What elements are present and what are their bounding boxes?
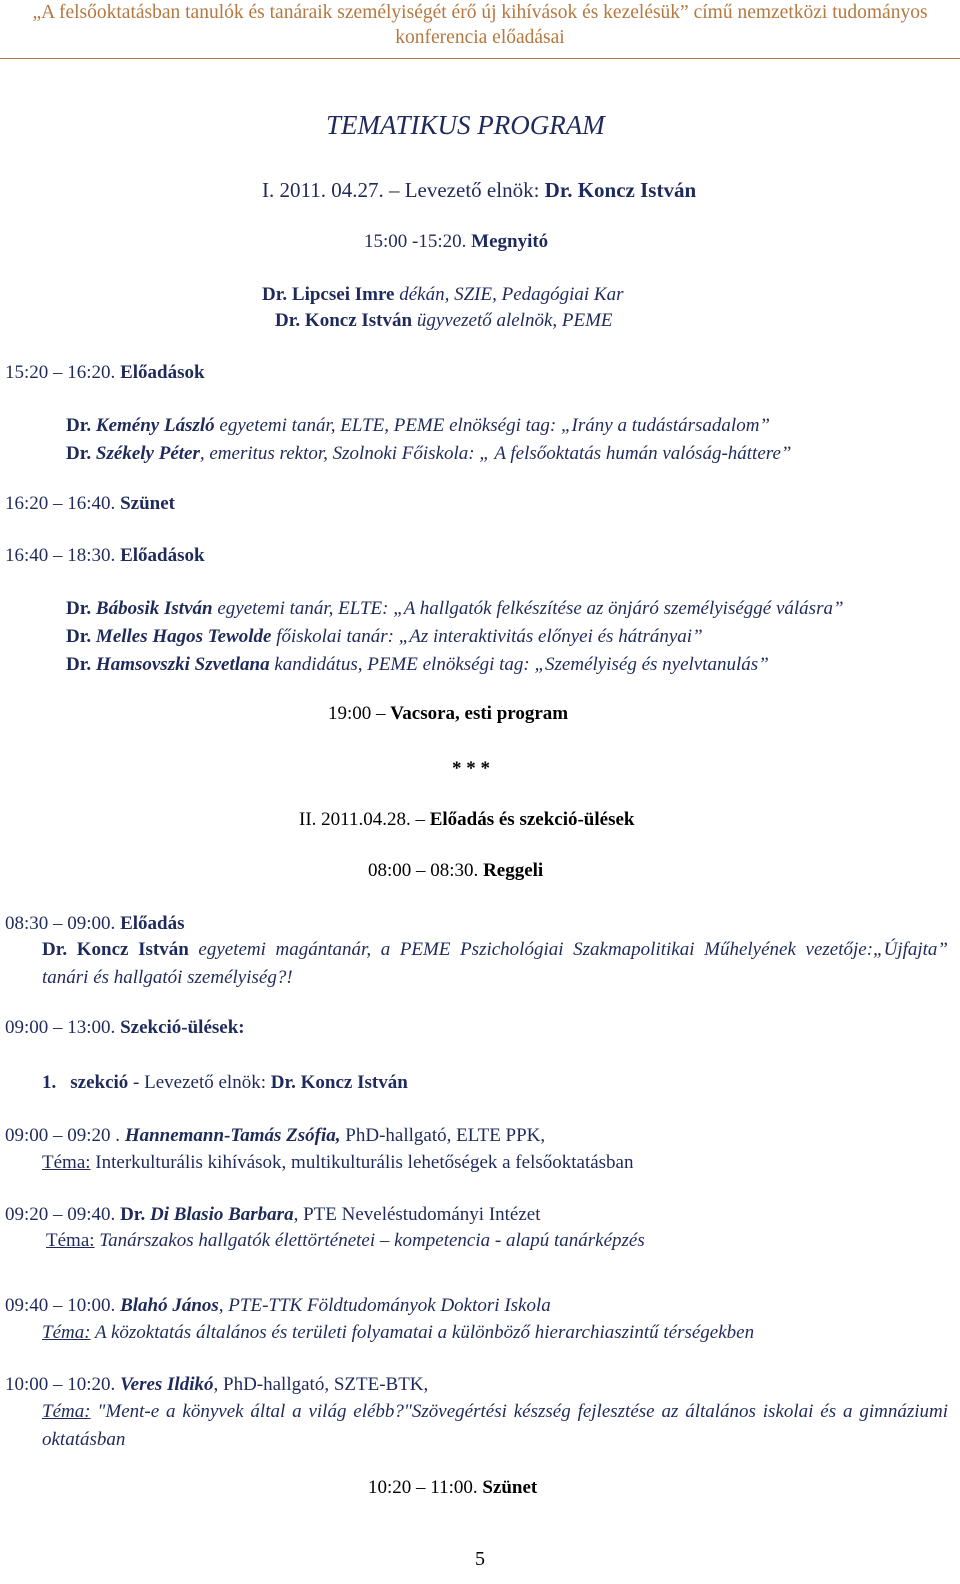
block1-talk-2: Dr. Székely Péter, emeritus rektor, Szolnoki Főiskola: „ A felsőoktatás humán valóság-háttere”: [66, 443, 792, 464]
header-line-2: konferencia előadásai: [395, 27, 565, 48]
page-title: TEMATIKUS PROGRAM: [326, 110, 605, 140]
session-item-2-topic: Téma: Tanárszakos hallgatók élettörténetei – kompetencia - alapú tanárképzés: [46, 1230, 645, 1251]
separator: * * *: [452, 758, 490, 779]
sessions-heading: 09:00 – 13:00. Szekció-ülések:: [5, 1017, 245, 1038]
opening-speaker-1: Dr. Lipcsei Imre dékán, SZIE, Pedagógiai Kar: [262, 284, 624, 305]
day2-heading: II. 2011.04.28. – Előadás és szekció-ülések: [299, 809, 635, 830]
opening-line: 15:00 -15:20. Megnyitó: [364, 231, 549, 252]
session-item-1: 09:00 – 09:20 . Hannemann-Tamás Zsófia, PhD-hallgató, ELTE PPK,: [5, 1125, 546, 1146]
header-rule: [0, 58, 960, 59]
block2-talk-2: Dr. Melles Hagos Tewolde főiskolai tanár: „Az interaktivitás előnyei és hátrányai”: [66, 626, 703, 647]
session-item-4: 10:00 – 10:20. Veres Ildikó, PhD-hallgató, SZTE-BTK,: [5, 1374, 429, 1395]
block2-talk-3: Dr. Hamsovszki Szvetlana kandidátus, PEME elnökségi tag: „Személyiség és nyelvtanulás”: [66, 654, 769, 675]
opening-speaker-2: Dr. Koncz István ügyvezető alelnök, PEME: [275, 310, 613, 331]
running-header: [0, 0, 960, 50]
session-item-4-topic: Téma: "Ment-e a könyvek által a világ elébb?"Szövegértési készség fejlesztése az általános iskolai és a gimnáziumi oktatásban: [42, 1401, 948, 1450]
break-heading: 16:20 – 16:40. Szünet: [5, 493, 175, 514]
session-item-1-topic: Téma: Interkulturális kihívások, multikulturális lehetőségek a felsőoktatásban: [42, 1152, 634, 1173]
session-item-3-topic: Téma: A közoktatás általános és területi folyamatai a különböző hierarchiaszintű térségekben: [42, 1322, 755, 1343]
page-number: 5: [475, 1548, 485, 1570]
block2-heading: 16:40 – 18:30. Előadások: [5, 545, 205, 566]
lecture-heading: 08:30 – 09:00. Előadás: [5, 913, 185, 934]
header-line-1: „A felsőoktatásban tanulók és tanáraik személyiségét érő új kihívások és kezelésük” című nemzetközi tudományos: [32, 2, 928, 23]
breakfast-line: 08:00 – 08:30. Reggeli: [368, 860, 544, 881]
session-item-2: 09:20 – 09:40. Dr. Di Blasio Barbara, PTE Neveléstudományi Intézet: [5, 1204, 541, 1225]
day1-heading: I. 2011. 04.27. – Levezető elnök: Dr. Koncz István: [262, 178, 697, 202]
block1-heading: 15:20 – 16:20. Előadások: [5, 362, 205, 383]
section-heading: 1. szekció - Levezető elnök: Dr. Koncz István: [42, 1072, 408, 1093]
lecture-description: Dr. Koncz István egyetemi magántanár, a PEME Pszichológiai Szakmapolitikai Műhelyének vezetője:„Újfajta” tanári és hallgatói személyiség?!: [42, 939, 948, 988]
block1-talk-1: Dr. Kemény László egyetemi tanár, ELTE, PEME elnökségi tag: „Irány a tudástársadalom”: [66, 415, 770, 436]
block2-talk-1: Dr. Bábosik István egyetemi tanár, ELTE: „A hallgatók felkészítése az önjáró személyiséggé válásra”: [66, 598, 844, 619]
dinner-line: 19:00 – Vacsora, esti program: [328, 703, 569, 724]
final-break-line: 10:20 – 11:00. Szünet: [368, 1477, 538, 1498]
session-item-3: 09:40 – 10:00. Blahó János, PTE-TTK Földtudományok Doktori Iskola: [5, 1295, 551, 1316]
